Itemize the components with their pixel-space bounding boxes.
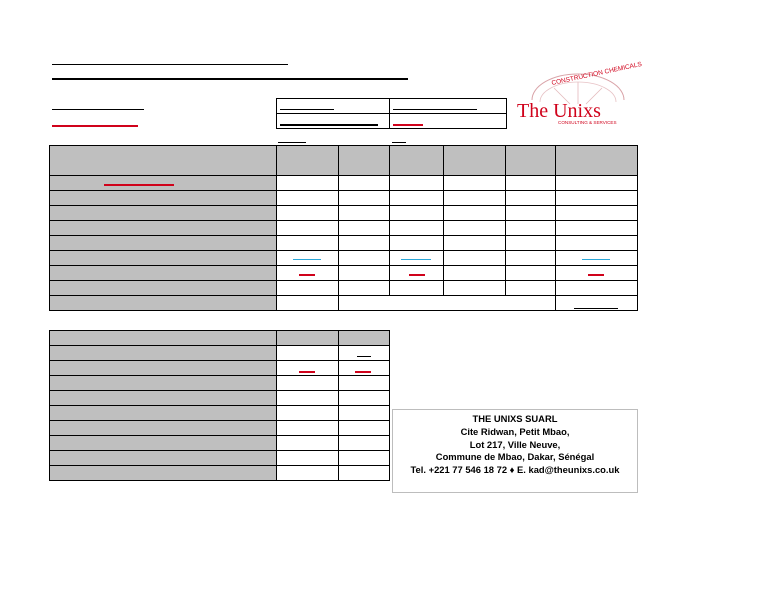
company-logo [514, 60, 643, 126]
row-label-cell [50, 236, 277, 251]
table-cell [556, 296, 638, 311]
table-cell [277, 266, 339, 281]
table-cell [444, 251, 506, 266]
logo-brand-text: The Unixs [517, 100, 601, 122]
table-cell [506, 266, 556, 281]
header-cell [556, 146, 638, 176]
table-cell [339, 251, 390, 266]
table-cell [277, 206, 339, 221]
row-label-cell [50, 361, 277, 376]
address-line-company: THE UNIXS SUARL [472, 413, 558, 424]
table-cell [556, 251, 638, 266]
table-row [50, 176, 638, 191]
table-cell [390, 266, 444, 281]
table-cell [390, 206, 444, 221]
row-label-cell [50, 281, 277, 296]
table-cell [444, 191, 506, 206]
info-box-tail-2 [392, 142, 406, 143]
table-cell [277, 296, 339, 311]
table-cell [556, 206, 638, 221]
table-cell [506, 221, 556, 236]
table-cell [277, 406, 339, 421]
merged-cell [339, 296, 556, 311]
row-label-cell [50, 346, 277, 361]
table-cell [556, 281, 638, 296]
table-cell [339, 206, 390, 221]
table-cell [556, 221, 638, 236]
logo-tagline: CONSULTING & SERVICES [558, 120, 617, 125]
table-row [50, 361, 390, 376]
address-line-contact: Tel. +221 77 546 18 72 ♦ E. kad@theunixs.co.uk [410, 464, 620, 476]
row-label-cell [50, 206, 277, 221]
table-row [50, 391, 390, 406]
table-row [50, 221, 638, 236]
table-cell [339, 466, 390, 481]
row-label-cell [50, 221, 277, 236]
table-row [50, 206, 638, 221]
row-label-cell [50, 466, 277, 481]
row-label-cell [50, 376, 277, 391]
table-cell [277, 391, 339, 406]
table-row [50, 346, 390, 361]
table-row [50, 331, 390, 346]
info-box [276, 98, 507, 129]
header-cell [444, 146, 506, 176]
table-cell [444, 206, 506, 221]
table-cell [339, 406, 390, 421]
logo-graphic [514, 60, 643, 126]
table-cell [339, 376, 390, 391]
table-cell [339, 236, 390, 251]
table-cell [277, 376, 339, 391]
address-line-lot: Lot 217, Ville Neuve, [469, 438, 561, 450]
field-label-line [52, 109, 144, 110]
header-cell [339, 146, 390, 176]
info-cell [390, 99, 507, 114]
table-cell [339, 191, 390, 206]
row-label-cell [50, 296, 277, 311]
table-cell [339, 221, 390, 236]
table-cell [444, 176, 506, 191]
table-cell [506, 281, 556, 296]
table-cell [339, 361, 390, 376]
title-underline-1 [52, 64, 288, 65]
table-cell [390, 221, 444, 236]
table-cell [556, 236, 638, 251]
address-line-city: Commune de Mbao, Dakar, Sénégal [435, 451, 595, 463]
address-line-street: Cite Ridwan, Petit Mbao, [460, 425, 570, 437]
table-row [50, 406, 390, 421]
table-row [50, 451, 390, 466]
row-label-cell [50, 176, 277, 191]
table-row [50, 236, 638, 251]
info-cell [390, 114, 507, 129]
row-label-cell [50, 251, 277, 266]
logo-arc-text: CONSTRUCTION CHEMICALS [550, 60, 643, 87]
company-address-box [392, 409, 638, 493]
table-cell [339, 346, 390, 361]
table-row [50, 251, 638, 266]
table-cell [277, 451, 339, 466]
table-cell [277, 191, 339, 206]
table-cell [506, 176, 556, 191]
table-cell [556, 191, 638, 206]
table-cell [277, 221, 339, 236]
table-cell [444, 281, 506, 296]
row-label-cell [50, 391, 277, 406]
table-row [50, 281, 638, 296]
table-cell [339, 391, 390, 406]
table-row [50, 436, 390, 451]
table-cell [390, 191, 444, 206]
table-row [50, 191, 638, 206]
table-cell [277, 346, 339, 361]
table-cell [506, 191, 556, 206]
header-cell [277, 331, 339, 346]
header-cell [277, 146, 339, 176]
header-cell [50, 146, 277, 176]
table-cell [390, 236, 444, 251]
table-cell [277, 236, 339, 251]
header-cell [339, 331, 390, 346]
info-cell [277, 99, 390, 114]
row-label-cell [50, 451, 277, 466]
row-label-cell [50, 266, 277, 281]
table-cell [556, 176, 638, 191]
field-value-red-line [52, 125, 138, 127]
table-cell [277, 281, 339, 296]
table-cell [277, 436, 339, 451]
table-cell [277, 466, 339, 481]
table-cell [444, 236, 506, 251]
table-cell [339, 436, 390, 451]
row-label-cell [50, 421, 277, 436]
table-cell [339, 266, 390, 281]
info-cell [277, 114, 390, 129]
table-cell [390, 251, 444, 266]
table-cell [390, 176, 444, 191]
table-cell [339, 176, 390, 191]
table-row [50, 421, 390, 436]
table-cell [277, 176, 339, 191]
header-cell [506, 146, 556, 176]
table-cell [339, 281, 390, 296]
table-row [50, 266, 638, 281]
table-row [50, 466, 390, 481]
table-cell [444, 266, 506, 281]
header-cell [390, 146, 444, 176]
table-cell [444, 221, 506, 236]
lower-table [49, 330, 390, 481]
table-row [50, 376, 390, 391]
table-cell [506, 206, 556, 221]
header-cell [50, 331, 277, 346]
row-label-cell [50, 406, 277, 421]
table-cell [506, 251, 556, 266]
table-cell [390, 281, 444, 296]
table-cell [277, 361, 339, 376]
table-cell [506, 236, 556, 251]
table-row [50, 296, 638, 311]
info-box-tail-1 [278, 142, 306, 143]
title-underline-2 [52, 78, 408, 80]
row-label-cell [50, 436, 277, 451]
table-cell [339, 451, 390, 466]
table-cell [556, 266, 638, 281]
main-table [49, 145, 638, 311]
table-cell [277, 421, 339, 436]
row-label-cell [50, 191, 277, 206]
table-cell [277, 251, 339, 266]
table-cell [339, 421, 390, 436]
